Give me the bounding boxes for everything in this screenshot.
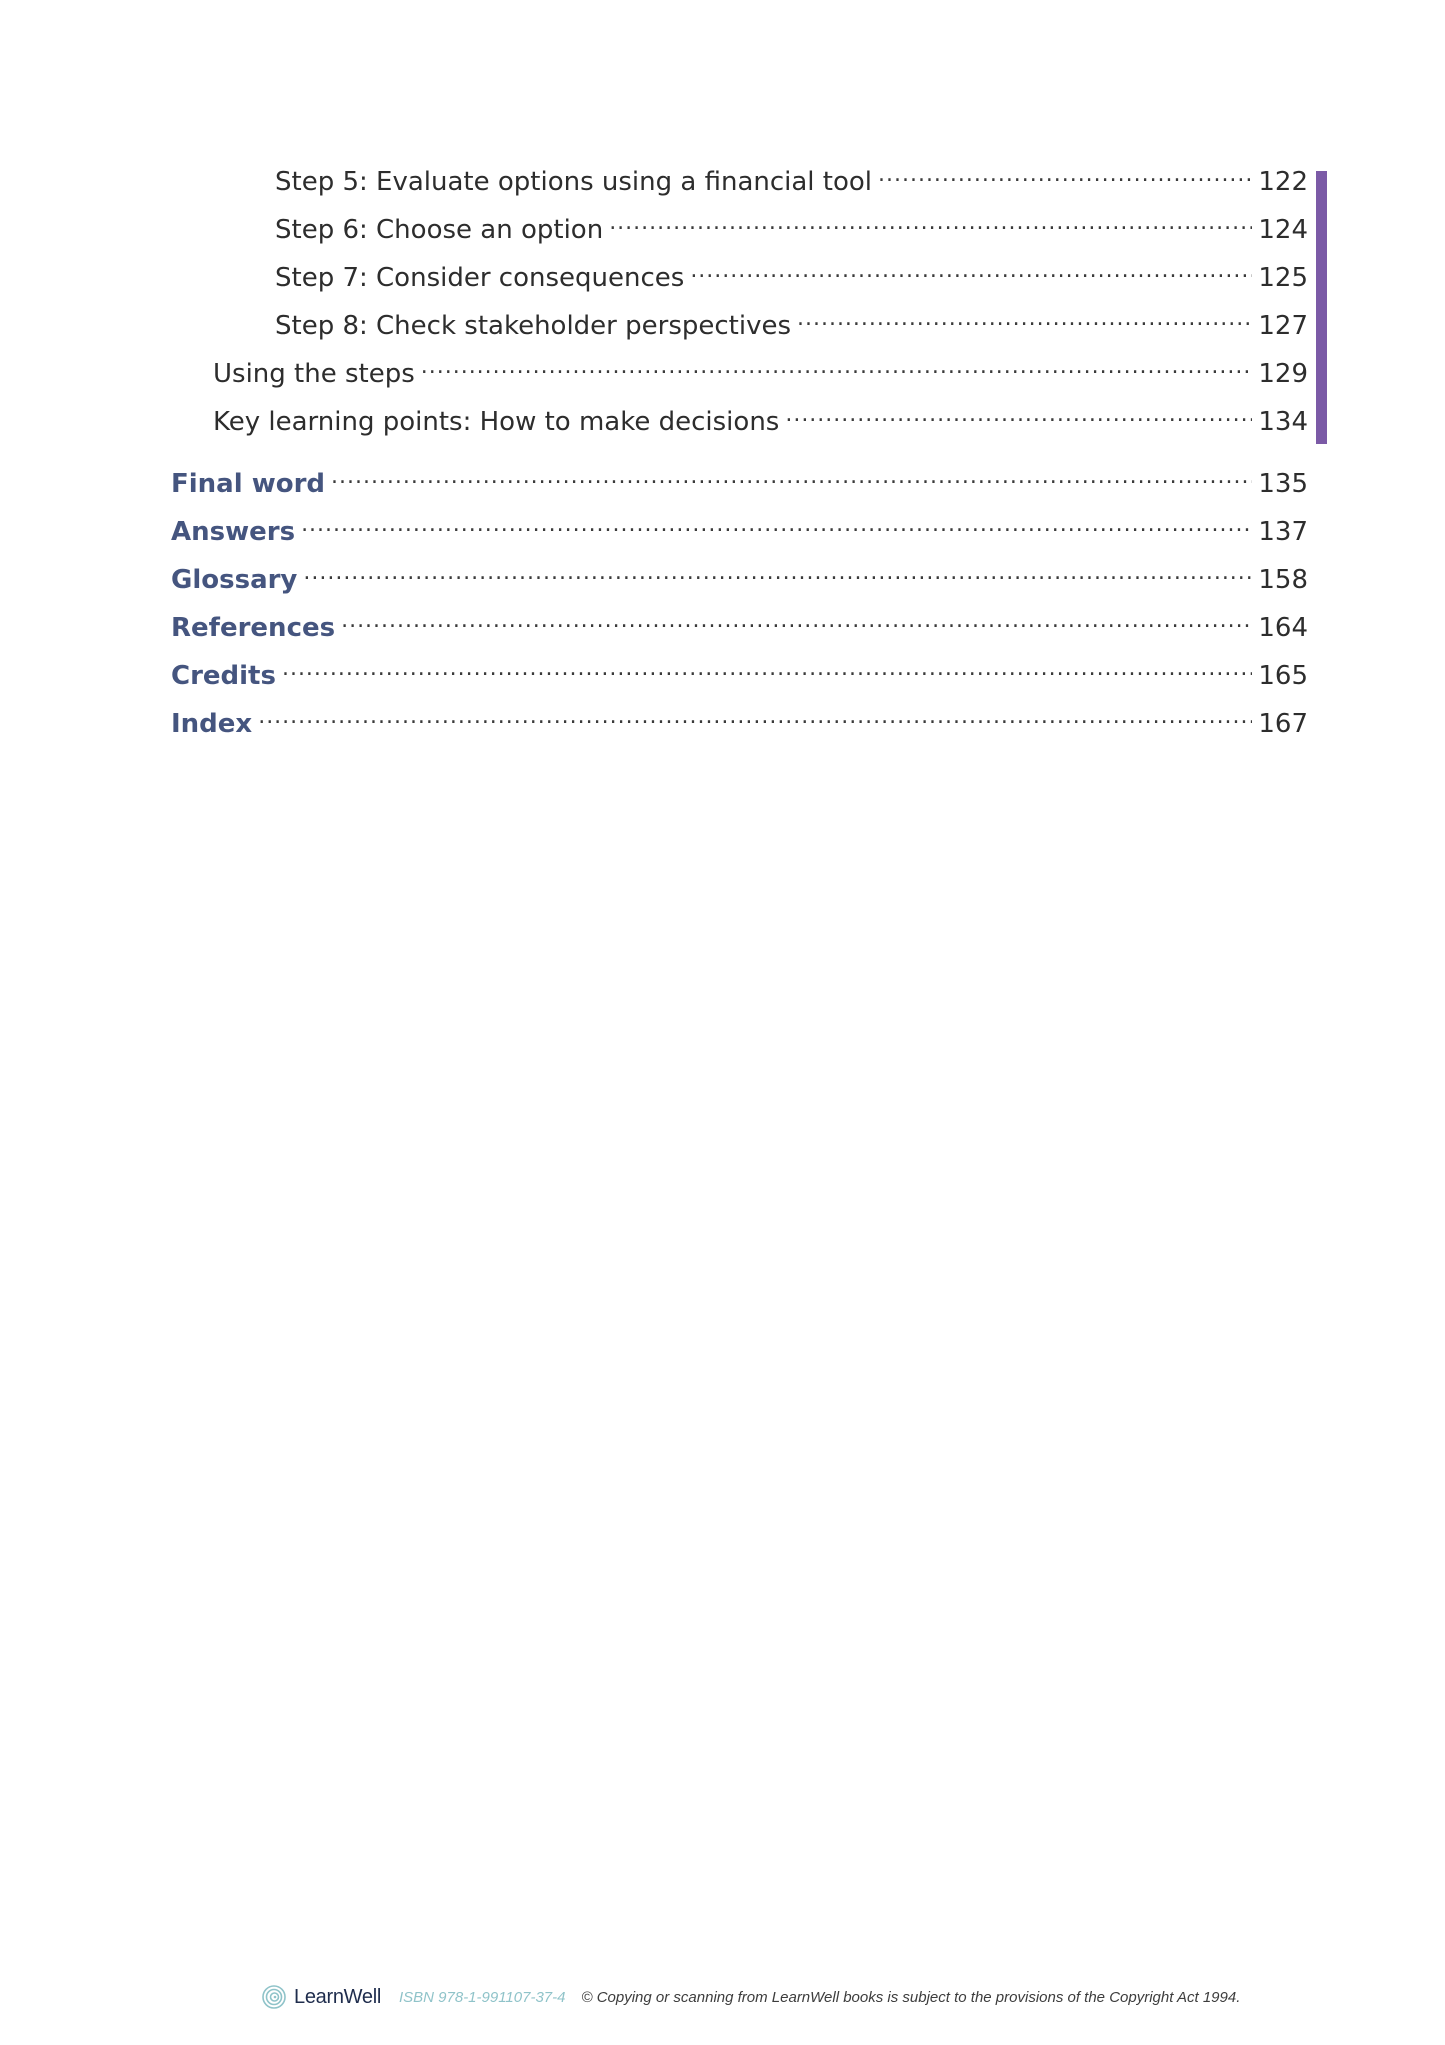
toc-entry-title: Step 7: Consider consequences [275, 263, 690, 293]
toc-entry-title: Answers [171, 517, 301, 547]
learnwell-spiral-icon [262, 1985, 286, 2009]
section-accent-bar [1316, 171, 1327, 444]
dot-leader [690, 260, 1252, 286]
toc-entry-title: Key learning points: How to make decisions [213, 407, 785, 437]
toc-entry-title: Index [171, 709, 258, 739]
toc-entry[interactable] [275, 260, 1308, 293]
toc-entry-title: Step 6: Choose an option [275, 215, 609, 245]
toc-entry[interactable] [213, 404, 1308, 437]
dot-leader [785, 404, 1252, 430]
toc-entry-page: 134 [1252, 407, 1308, 437]
isbn-text: ISBN 978-1-991107-37-4 [398, 1988, 566, 2006]
toc-chapter-entry[interactable] [171, 466, 1308, 499]
dot-leader [301, 514, 1252, 540]
page-footer [262, 1985, 1240, 2009]
toc-entry-page: 122 [1252, 167, 1308, 197]
dot-leader [258, 706, 1252, 732]
dot-leader [341, 610, 1252, 636]
toc-entry-page: 125 [1252, 263, 1308, 293]
dot-leader [331, 466, 1252, 492]
toc-entry-page: 124 [1252, 215, 1308, 245]
toc-entry-page: 158 [1252, 565, 1308, 595]
toc-entry-page: 137 [1252, 517, 1308, 547]
toc-entry-title: Step 5: Evaluate options using a financial tool [275, 167, 878, 197]
toc-chapter-entry[interactable] [171, 514, 1308, 547]
dot-leader [878, 164, 1252, 190]
toc-chapter-entry[interactable] [171, 562, 1308, 595]
brand-name: LearnWell [294, 1985, 381, 2008]
learnwell-logo [262, 1985, 381, 2009]
toc-entry-title: Using the steps [213, 359, 421, 389]
dot-leader [303, 562, 1252, 588]
toc-entry-title: Credits [171, 661, 282, 691]
toc-entry-title: Step 8: Check stakeholder perspectives [275, 311, 797, 341]
toc-chapter-entry[interactable] [171, 610, 1308, 643]
toc-entry-title: Glossary [171, 565, 303, 595]
toc-entry-page: 164 [1252, 613, 1308, 643]
dot-leader [282, 658, 1252, 684]
toc-entry[interactable] [275, 308, 1308, 341]
toc-entry-page: 127 [1252, 311, 1308, 341]
dot-leader [797, 308, 1252, 334]
toc-entry-title: Final word [171, 469, 331, 499]
dot-leader [609, 212, 1252, 238]
toc-entry[interactable] [275, 212, 1308, 245]
toc-entry-page: 129 [1252, 359, 1308, 389]
toc-chapter-entry[interactable] [171, 658, 1308, 691]
toc-entry-page: 167 [1252, 709, 1308, 739]
toc-chapter-entry[interactable] [171, 706, 1308, 739]
copyright-notice: © Copying or scanning from LearnWell books is subject to the provisions of the Copyright Act 1994. [581, 1988, 1241, 2006]
toc-entry[interactable] [213, 356, 1308, 389]
dot-leader [421, 356, 1253, 382]
toc-entry-title: References [171, 613, 341, 643]
toc-entry-page: 165 [1252, 661, 1308, 691]
toc-entry[interactable] [275, 164, 1308, 197]
toc-entry-page: 135 [1252, 469, 1308, 499]
